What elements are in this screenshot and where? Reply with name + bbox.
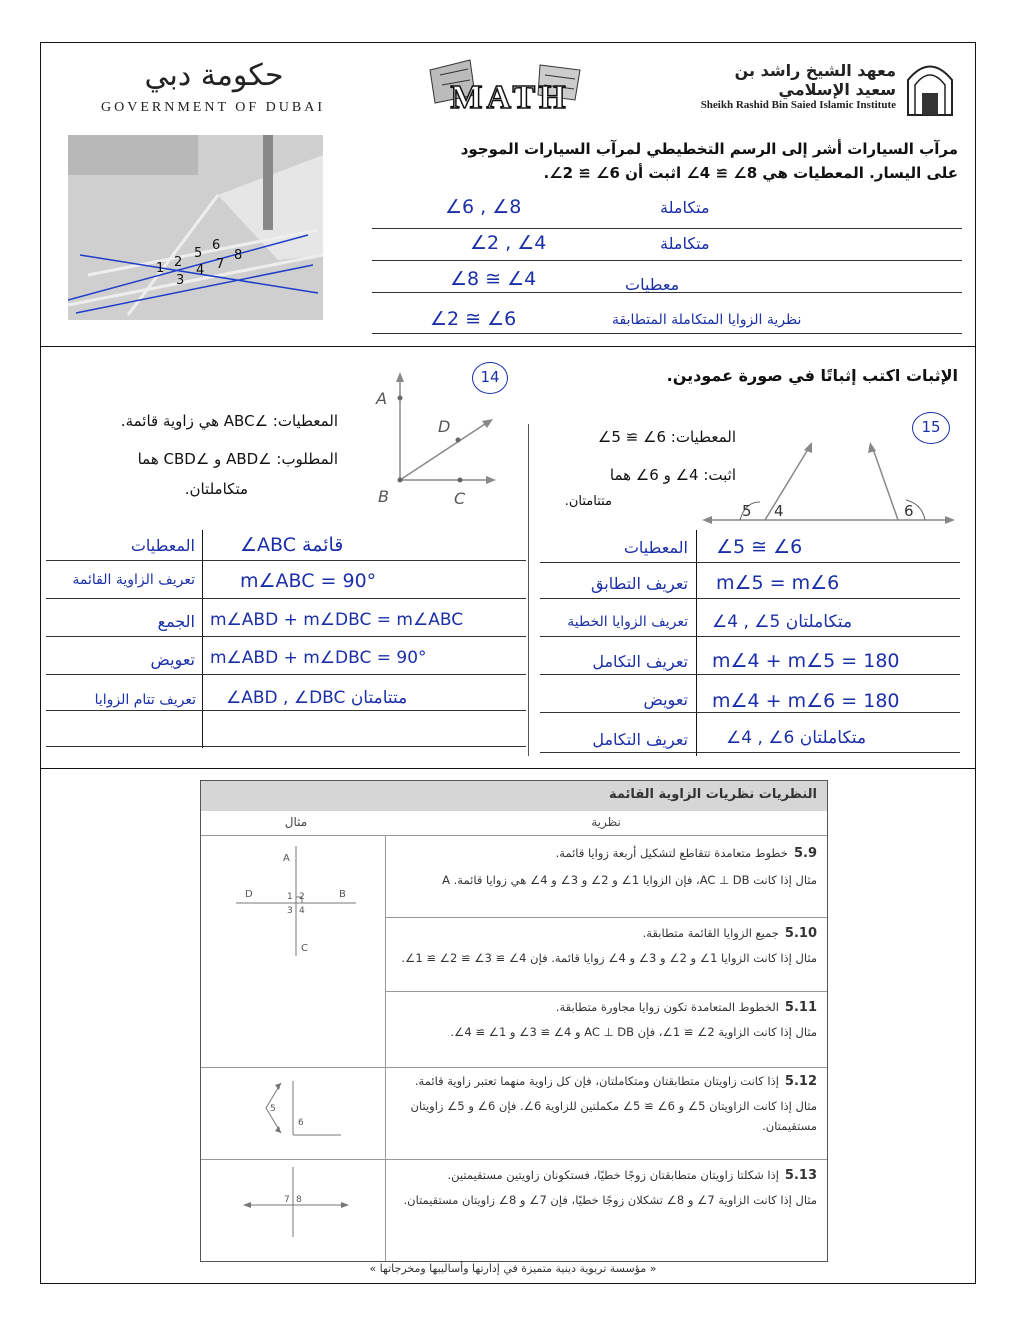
theorem-5-12-number: 5.12 (784, 1074, 817, 1089)
proof14-stmt-2: m∠ABC = 90° (240, 570, 377, 592)
thm-fig1-label-1: 1 (287, 892, 293, 902)
proof15-reason-6: تعريف التكامل (592, 730, 688, 749)
problem-14-number-text: 14 (480, 368, 500, 386)
p1-answer-1-expr: ∠6 , ∠8 (445, 196, 522, 218)
section-divider (40, 768, 976, 769)
section-divider (40, 346, 976, 347)
theorem-5-9 (397, 843, 817, 890)
theorem-5-10-number: 5.10 (784, 926, 817, 941)
problem1-text-line1: مرآب السيارات أشر إلى الرسم التخطيطي لمرآب السيارات الموجود (460, 140, 958, 158)
proof14-stmt-4: m∠ABD + m∠DBC = 90° (210, 648, 427, 668)
proof15-stmt-6: ∠4 , ∠6 متكاملتان (726, 728, 867, 748)
proof15-label-6: 6 (904, 502, 914, 520)
thm-fig5-label-8: 8 (296, 1195, 302, 1205)
gov-name-english: GOVERNMENT OF DUBAI (101, 100, 325, 115)
thm-fig1-label-b: B (339, 889, 346, 900)
theorem-5-11-number: 5.11 (784, 1000, 817, 1015)
theorems-column-header (201, 811, 827, 836)
proof15-label-5: 5 (742, 502, 752, 520)
footer-motto: « مؤسسة تربوية دينية متميزة في إدارتها وأساليبها ومخرجاتها » (369, 1262, 657, 1275)
angle-label-7: 7 (216, 257, 225, 272)
theorem-5-13-text: إذا شكلتا زاويتان متطابقتان زوجًا خطيًا، فستكونان زاويتين مستقيمتين. (447, 1168, 779, 1182)
proof14-column-divider (202, 530, 203, 748)
point-label-b: B (378, 487, 389, 506)
math-logo (420, 55, 590, 125)
theorem-5-9-example: مثال إذا كانت AC ⊥ DB، فإن الزوايا 1∠ و 2∠ و 3∠ و 4∠ هي زوايا قائمة. A (442, 873, 817, 887)
proof14-stmt-1: ∠ABC قائمة (240, 534, 344, 556)
proof15-prove-line1: اثبت: 4∠ و 6∠ هما (609, 466, 736, 484)
table-line (46, 674, 526, 675)
table-line (46, 710, 526, 711)
thm-fig1-label-2: 2 (299, 892, 305, 902)
table-line (540, 752, 960, 753)
proof14-prove-line2: متكاملتان. (184, 480, 248, 498)
p1-answer-3-reason: معطيات (625, 275, 680, 294)
table-line (540, 712, 960, 713)
thm-fig1-label-c: C (301, 943, 308, 954)
proof15-column-divider (696, 530, 697, 756)
thm-fig1-label-3: 3 (287, 906, 293, 916)
angle-label-3: 3 (176, 273, 185, 288)
proof14-reason-3: الجمع (157, 612, 195, 631)
theorem-5-12 (397, 1071, 817, 1136)
proof15-reason-1: المعطيات (623, 538, 688, 557)
proof15-reason-5: تعويض (643, 690, 688, 709)
proof-section-title: الإثبات اكتب إثباتًا في صورة عمودين. (666, 366, 958, 385)
proof15-stmt-5: m∠4 + m∠6 = 180 (712, 690, 900, 712)
p1-answer-2-reason: متكاملة (660, 234, 710, 253)
thm-fig1-label-4: 4 (299, 906, 305, 916)
theorem-5-13-number: 5.13 (784, 1168, 817, 1183)
proof14-prove-line1: المطلوب: ∠ABD و ∠CBD هما (137, 450, 338, 468)
answer-line (372, 260, 962, 261)
theorem-5-9-number: 5.9 (793, 846, 817, 861)
answer-line (372, 228, 962, 229)
table-line (46, 598, 526, 599)
p1-answer-2-expr: ∠2 , ∠4 (470, 232, 547, 254)
col-theorem-label: نظرية (591, 815, 621, 829)
proof15-label-4: 4 (774, 502, 784, 520)
angle-label-5: 5 (194, 246, 203, 261)
proof14-stmt-3: m∠ABD + m∠DBC = m∠ABC (210, 610, 464, 630)
theorem-5-11-text: الخطوط المتعامدة تكون زوايا مجاورة متطابقة. (555, 1000, 779, 1014)
proofs-divider (528, 424, 529, 756)
col-example-label: مثال (284, 815, 308, 829)
p1-answer-1-reason: متكاملة (660, 198, 710, 217)
theorem-5-9-figure (231, 841, 361, 961)
thm-fig5-label-7: 7 (284, 1195, 290, 1205)
table-line (46, 560, 526, 561)
theorems-header (201, 781, 827, 811)
proof14-reason-5: تعريف تتام الزوايا (94, 692, 196, 708)
gov-name-arabic: حكومة دبي (144, 58, 284, 93)
p1-answer-4-expr: ∠2 ≅ ∠6 (430, 308, 517, 330)
point-label-c: C (454, 489, 466, 508)
theorem-5-13 (397, 1165, 817, 1210)
parking-photo (68, 135, 323, 320)
theorems-panel (200, 780, 828, 1262)
point-label-a: A (376, 389, 387, 408)
proof15-stmt-3: ∠4 , ∠5 متكاملتان (712, 612, 853, 632)
point-label-d: D (438, 417, 451, 436)
theorem-5-11-example: مثال إذا كانت الزاوية 2∠ ≅ 1∠، فإن AC ⊥ DB و 4∠ ≅ 3∠ و 1∠ ≅ 4∠. (450, 1025, 817, 1039)
table-line (540, 562, 960, 563)
table-line (540, 598, 960, 599)
math-logo-text: MATH (450, 79, 570, 116)
problem-15-number-text: 15 (921, 418, 941, 436)
answer-line (372, 333, 962, 334)
proof14-reason-1: المعطيات (130, 536, 195, 555)
proof14-given: المعطيات: ∠ABC هي زاوية قائمة. (120, 412, 338, 430)
proof15-stmt-1: ∠5 ≅ ∠6 (716, 536, 803, 558)
proof15-given: المعطيات: 6∠ ≅ 5∠ (597, 428, 736, 446)
angle-label-2: 2 (174, 255, 183, 270)
proof15-stmt-4: m∠4 + m∠5 = 180 (712, 650, 900, 672)
proof14-reason-4: تعويض (150, 650, 195, 669)
proof15-reason-3: تعريف الزوايا الخطية (567, 614, 688, 630)
theorem-5-11 (397, 997, 817, 1042)
institute-logo (700, 55, 960, 123)
proof15-stmt-2: m∠5 = m∠6 (716, 572, 840, 594)
p1-answer-3-expr: ∠8 ≅ ∠4 (450, 268, 537, 290)
theorem-5-13-example: مثال إذا كانت الزاوية 7∠ و 8∠ تشكلان زوجًا خطيًا، فإن 7∠ و 8∠ زاويتان مستقيمتان. (403, 1193, 817, 1207)
proof14-reason-2: تعريف الزاوية القائمة (72, 572, 195, 588)
theorems-title: النظريات نظريات الزاوية القائمة (608, 787, 817, 802)
theorem-5-13-figure (241, 1165, 361, 1245)
table-line (540, 636, 960, 637)
angle-label-4: 4 (196, 263, 205, 278)
angle-label-8: 8 (234, 248, 243, 263)
angle-label-1: 1 (156, 261, 165, 276)
institute-name-english: Sheikh Rashid Bin Saied Islamic Institute (700, 99, 896, 111)
thm-fig4-label-6: 6 (298, 1118, 304, 1128)
theorem-5-12-text: إذا كانت زاويتان متطابقتان ومتكاملتان، فإن كل زاوية منهما تعتبر زاوية قائمة. (414, 1074, 779, 1088)
problem1-text-line2: على اليسار. المعطيات هي 8∠ ≅ 4∠ اثبت أن 6∠ ≅ 2∠. (543, 164, 958, 182)
table-line (46, 746, 526, 747)
proof14-stmt-5: ∠ABD , ∠DBC متتامتان (226, 688, 408, 708)
angle-label-6: 6 (212, 238, 221, 253)
proof15-reason-4: تعريف التكامل (592, 652, 688, 671)
thm-fig1-label-a: A (283, 853, 290, 864)
thm-fig4-label-5: 5 (270, 1104, 276, 1114)
p1-answer-4-reason: نظرية الزوايا المتكاملة المتطابقة (612, 312, 802, 328)
parking-diagram (68, 135, 323, 320)
proof15-reason-2: تعريف التطابق (590, 574, 688, 593)
theorem-5-9-text: خطوط متعامدة تتقاطع لتشكيل أربعة زوايا قائمة. (555, 846, 788, 860)
proof15-figure (700, 440, 960, 530)
theorem-5-10 (397, 923, 817, 968)
table-line (46, 636, 526, 637)
theorem-5-12-example: مثال إذا كانت الزاويتان 5∠ و 6∠ ≅ 5∠ مكملتين للزاوية 6∠. فإن 6∠ و 5∠ زاويتان مستقيمتان. (410, 1099, 817, 1133)
mosque-emblem-icon (900, 55, 960, 117)
proof15-prove-line2: متتامتان. (564, 494, 612, 509)
thm-fig1-label-d: D (245, 889, 253, 900)
table-line (540, 674, 960, 675)
institute-name-arabic: معهد الشيخ راشد بن سعيد الإسلامي (734, 61, 896, 99)
proof14-figure (360, 370, 500, 510)
dubai-gov-logo (64, 58, 354, 120)
theorem-5-10-text: جميع الزوايا القائمة متطابقة. (642, 926, 779, 940)
theorem-5-10-example: مثال إذا كانت الزوايا 1∠ و 2∠ و 3∠ و 4∠ زوايا قائمة. فإن 4∠ ≅ 3∠ ≅ 2∠ ≅ 1∠. (401, 951, 817, 965)
theorem-5-12-figure (241, 1073, 361, 1153)
